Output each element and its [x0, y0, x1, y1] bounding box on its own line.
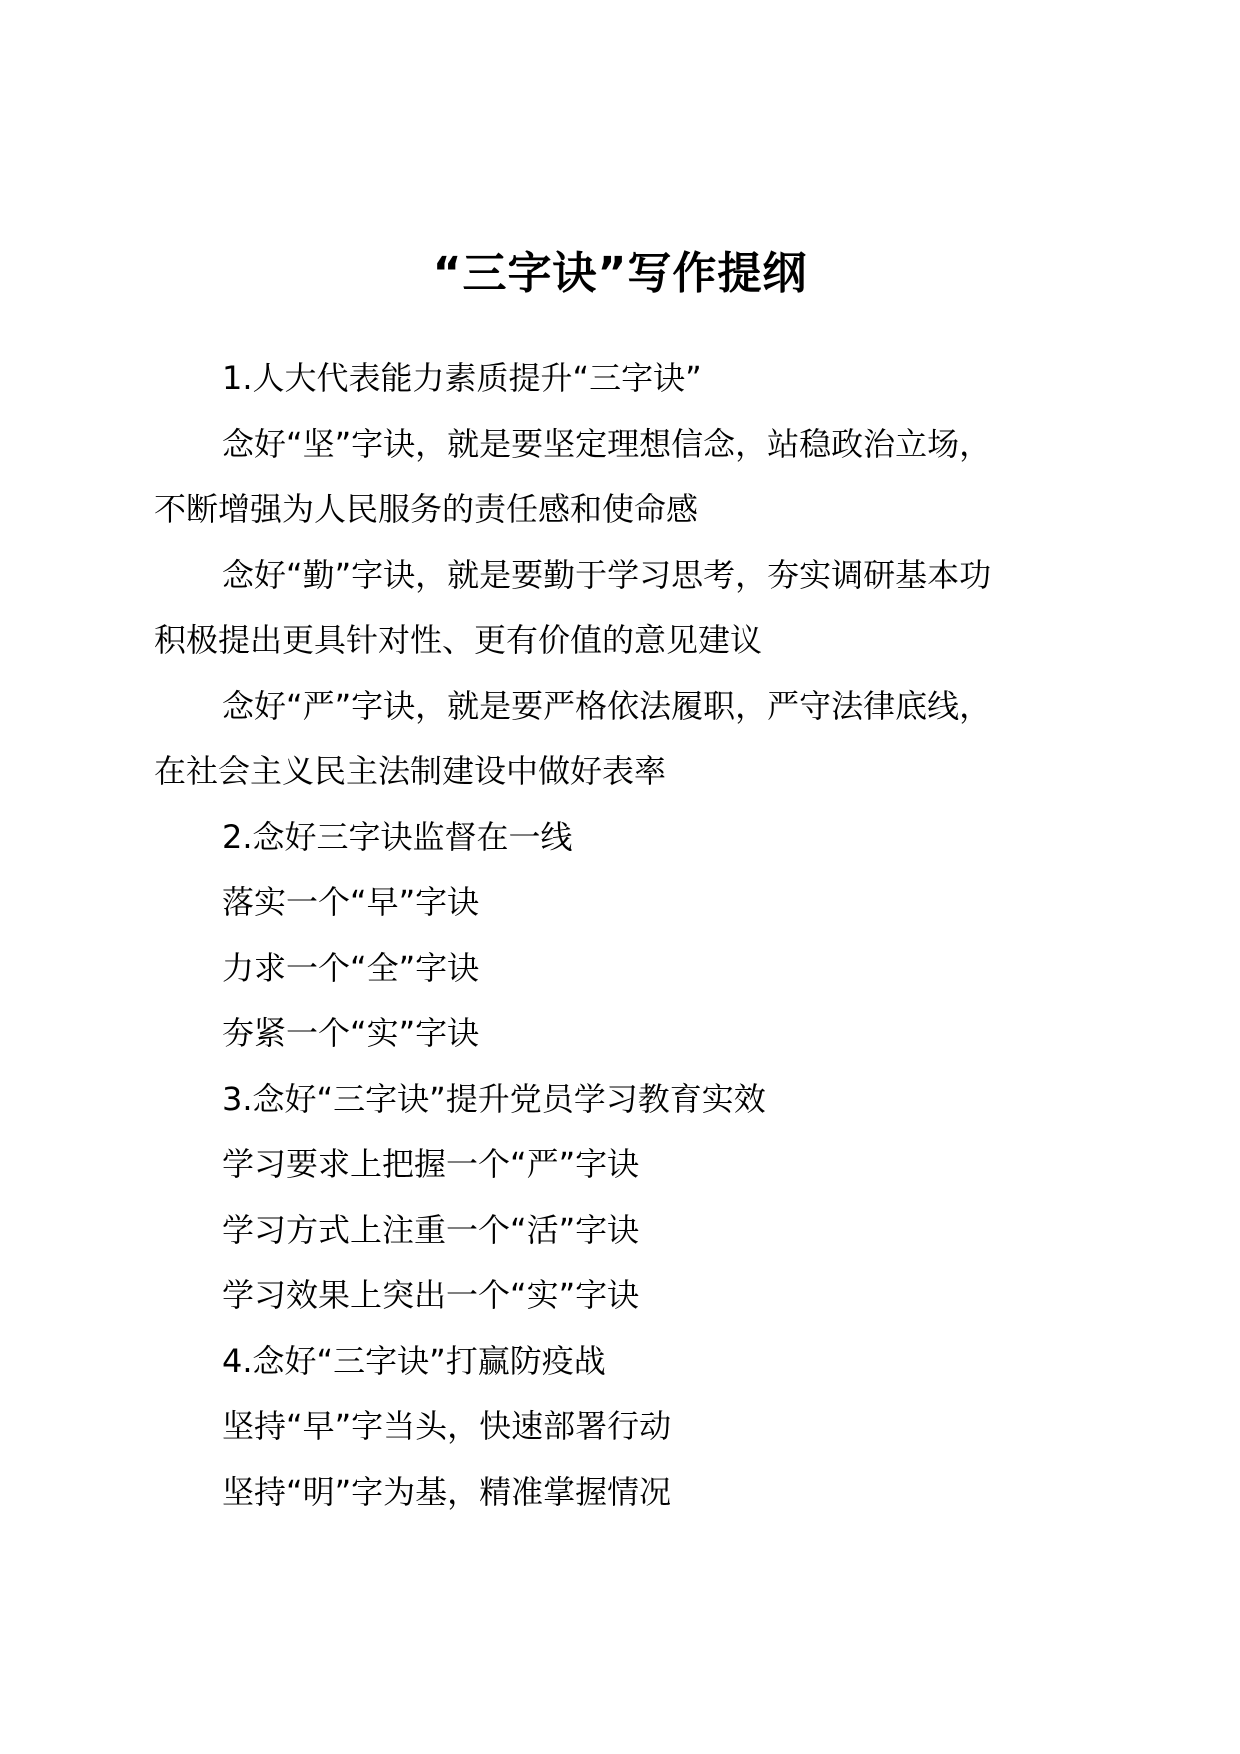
paragraph-line: 念好“坚”字诀，就是要坚定理想信念，站稳政治立场， — [222, 424, 992, 463]
document-title: “三字诀”写作提纲 — [432, 248, 808, 299]
paragraph-line: 4.念好“三字诀”打赢防疫战 — [222, 1341, 606, 1380]
paragraph-line: 3.念好“三字诀”提升党员学习教育实效 — [222, 1079, 766, 1118]
paragraph-line: 夯紧一个“实”字诀 — [222, 1014, 480, 1052]
paragraph-line: 念好“勤”字诀，就是要勤于学习思考，夯实调研基本功 — [222, 555, 992, 594]
paragraph-continuation-line: 在社会主义民主法制建设中做好表率 — [154, 752, 667, 790]
paragraph-continuation-line: 积极提出更具针对性、更有价值的意见建议 — [154, 621, 763, 659]
paragraph-line: 1.人大代表能力素质提升“三字诀” — [222, 359, 702, 397]
paragraph-line: 学习要求上把握一个“严”字诀 — [222, 1145, 640, 1183]
paragraph-line: 坚持“明”字为基，精准掌握情况 — [222, 1472, 672, 1511]
paragraph-line: 落实一个“早”字诀 — [222, 883, 480, 921]
paragraph-line: 2.念好三字诀监督在一线 — [222, 817, 573, 856]
paragraph-line: 念好“严”字诀，就是要严格依法履职，严守法律底线， — [222, 686, 992, 725]
paragraph-line: 坚持“早”字当头，快速部署行动 — [222, 1407, 672, 1445]
paragraph-line: 学习方式上注重一个“活”字诀 — [222, 1210, 640, 1249]
paragraph-continuation-line: 不断增强为人民服务的责任感和使命感 — [154, 490, 699, 528]
paragraph-line: 力求一个“全”字诀 — [222, 948, 480, 987]
paragraph-line: 学习效果上突出一个“实”字诀 — [222, 1276, 640, 1314]
document-body — [154, 346, 1094, 1525]
